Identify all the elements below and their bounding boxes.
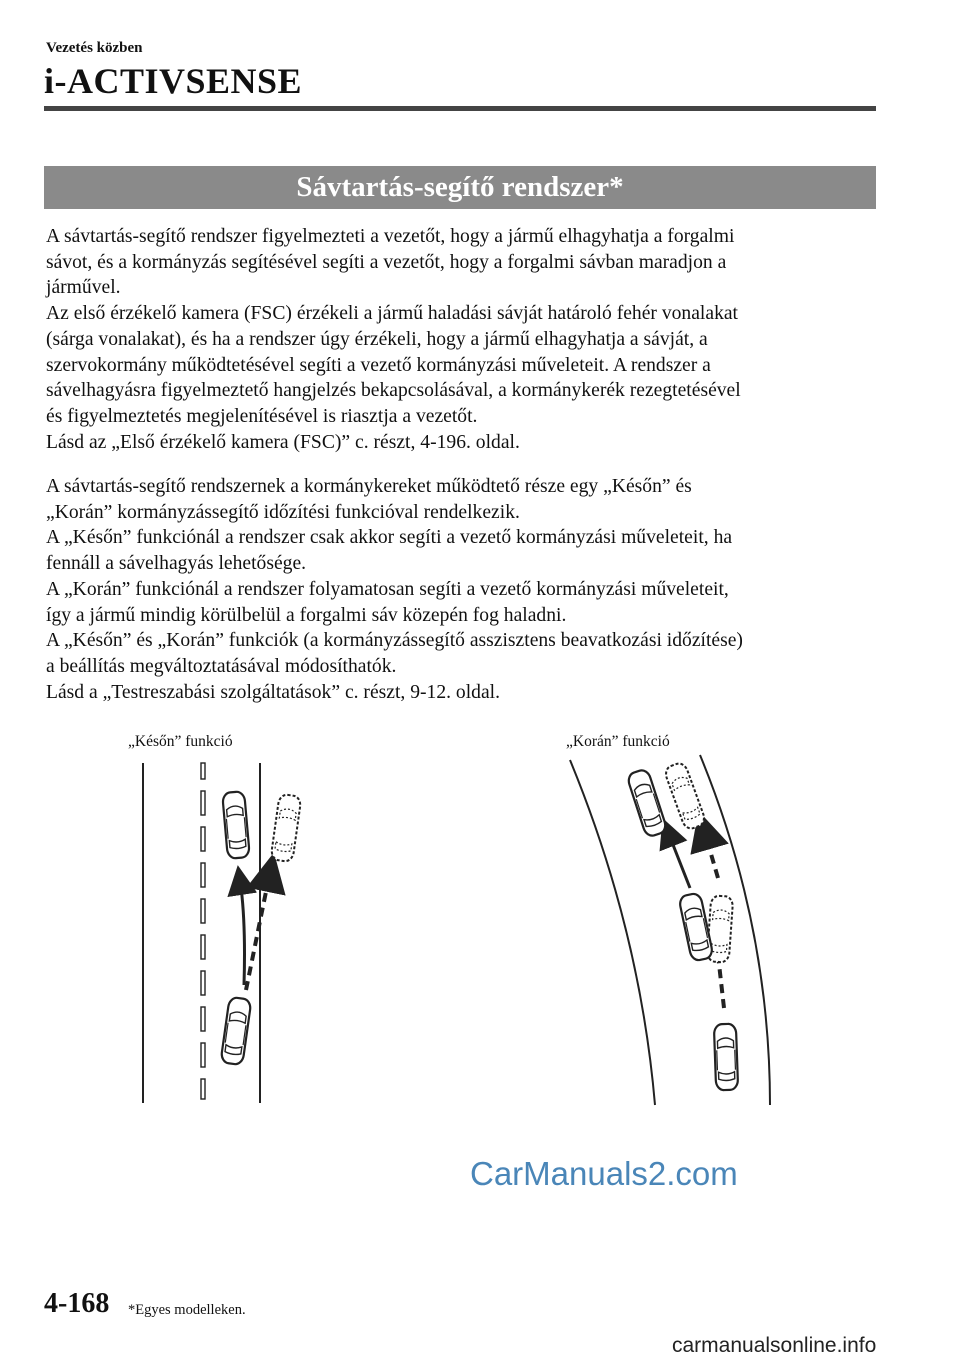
corrected-path-arrow — [240, 880, 245, 985]
section-title: Sávtartás-segítő rendszer* — [44, 166, 876, 209]
text-line: A „Későn” funkciónál a rendszer csak akkor segíti a vezető kormányzási műveleteit, ha — [46, 527, 733, 549]
text-line: A „Korán” funkciónál a rendszer folyamatosan segíti a vezető kormányzási műveleteit, — [46, 578, 729, 600]
car-middle-icon — [678, 892, 713, 961]
footer-watermark: carmanualsonline.info — [672, 1334, 877, 1357]
dashed-center-line — [201, 763, 205, 1099]
text-line: Az első érzékelő kamera (FSC) érzékeli a jármű haladási sávját határoló fehér vonalakat — [46, 303, 738, 325]
caption-early: „Korán” funkció — [566, 733, 670, 750]
corrected-path-arrow — [668, 832, 690, 888]
text-line: a beállítás megváltoztatásával módosíthatók. — [46, 655, 397, 677]
reference-link: Lásd a „Testreszabási szolgáltatások” c. részt, 9-12. oldal. — [46, 681, 501, 703]
caption-late: „Későn” funkció — [128, 733, 233, 750]
drift-path-arrow — [704, 830, 718, 878]
watermark-logo: CarManuals2.com — [470, 1155, 738, 1192]
chapter-label: Vezetés közben — [46, 40, 143, 56]
car-ghost-icon — [271, 794, 302, 862]
footnote: *Egyes modelleken. — [128, 1302, 246, 1318]
text-line: (sárga vonalakat), és ha a rendszer úgy érzékeli, hogy a jármű elhagyhatja a sávját, a — [46, 328, 708, 350]
car-start-icon — [714, 1024, 738, 1091]
drift-path-arrow — [246, 872, 270, 990]
text-line: sávelhagyásra figyelmeztető hangjelzés bekapcsolásával, a kormánykerék rezegtetésével — [46, 380, 741, 402]
car-start-icon — [221, 997, 252, 1065]
text-line: és figyelmeztetés megjelenítésével is riasztja a vezetőt. — [46, 405, 478, 427]
text-line: A sávtartás-segítő rendszernek a kormánykereket működtető része egy „Későn” és — [46, 476, 692, 497]
reference-link: Lásd az „Első érzékelő kamera (FSC)” c. részt, 4-196. oldal. — [46, 431, 520, 453]
text-line: szervokormány működtetésével segíti a vezető kormányzási műveleteit. A rendszer a — [46, 354, 711, 376]
text-line: sávot, és a kormányzás segítésével segíti a vezetőt, hogy a forgalmi sávban maradjon a — [46, 251, 727, 273]
text-line: A sávtartás-segítő rendszer figyelmezteti a vezetőt, hogy a jármű elhagyhatja a forgalmi — [46, 226, 735, 247]
car-ghost-icon — [663, 761, 706, 831]
car-corrected-icon — [626, 768, 667, 838]
late-function-figure — [143, 763, 301, 1103]
text-line: „Korán” kormányzássegítő időzítési funkcióval rendelkezik. — [46, 501, 520, 523]
page-number: 4-168 — [44, 1288, 110, 1319]
text-line: így a jármű mindig körülbelül a forgalmi sáv közepén fog haladni. — [46, 604, 567, 626]
text-line: A „Későn” és „Korán” funkciók (a kormányzássegítő asszisztens beavatkozási időzítése) — [46, 630, 743, 652]
early-function-figure — [570, 755, 770, 1105]
car-corrected-icon — [222, 791, 250, 859]
page-title: i-ACTIVSENSE — [44, 61, 303, 101]
text-line: fennáll a sávelhagyás lehetősége. — [46, 553, 307, 575]
text-line: járművel. — [46, 277, 121, 299]
